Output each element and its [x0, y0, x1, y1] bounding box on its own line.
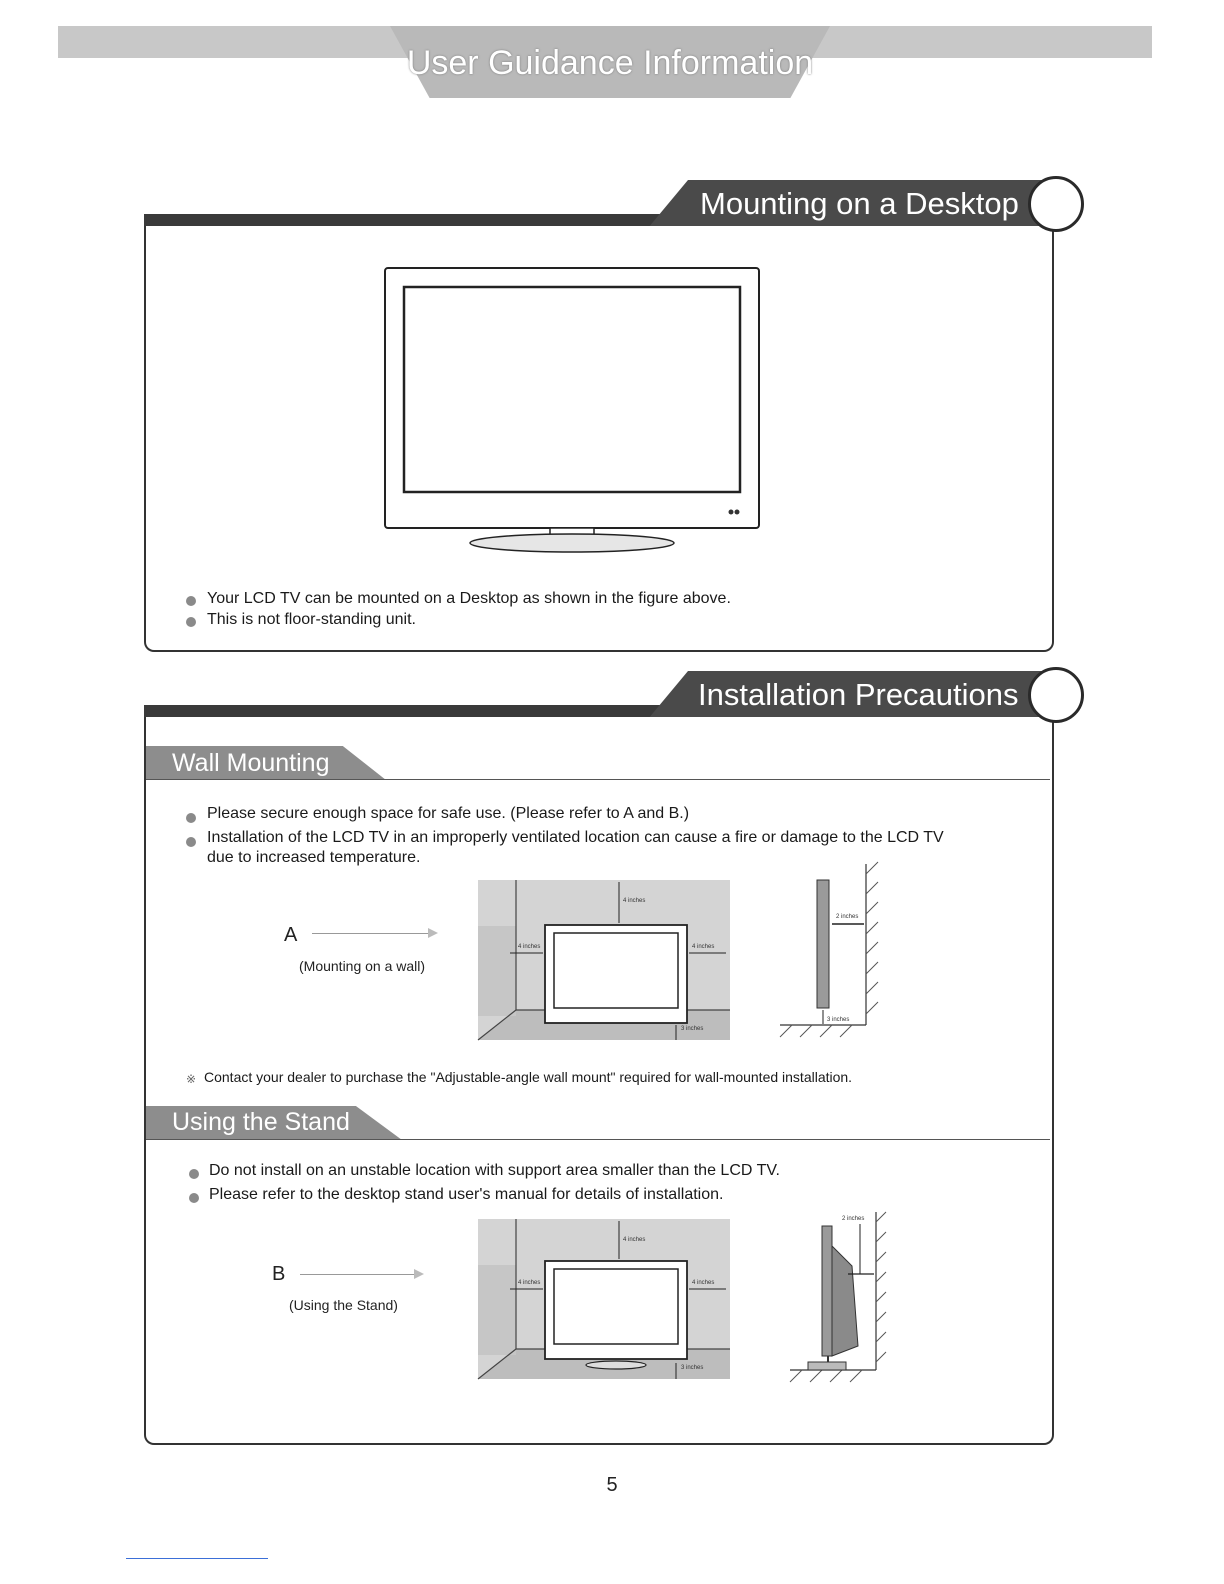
tv-side-profile	[822, 1226, 832, 1356]
dim-side-top: 2 inches	[842, 1216, 865, 1222]
stand-front-illustration	[476, 1217, 732, 1383]
tv-screen	[554, 1269, 678, 1344]
tv-screen	[554, 933, 678, 1008]
dim-left: 4 inches	[518, 944, 541, 950]
label-a-arrow-line	[312, 933, 428, 934]
wall-bullet-1: Please secure enough space for safe use. (Please refer to A and B.)	[207, 805, 690, 822]
desktop-panel-title: Mounting on a Desktop	[700, 186, 1019, 221]
dim-bottom: 3 inches	[681, 1026, 704, 1032]
dim-side-bottom: 3 inches	[827, 1017, 850, 1023]
using-stand-divider	[146, 1139, 1050, 1140]
note-asterisk-icon: ※	[186, 1072, 197, 1086]
bullet-icon	[186, 596, 196, 606]
page-number: 5	[606, 1474, 618, 1496]
wall-mount-note: Contact your dealer to purchase the "Adjustable-angle wall mount" required for wall-mounted installation.	[204, 1069, 853, 1085]
desktop-panel-circle	[1028, 176, 1084, 232]
bullet-icon	[189, 1169, 199, 1179]
wall-mounting-divider	[146, 779, 1050, 780]
room-left-wall	[478, 926, 516, 1016]
wall-mounting-title: Wall Mounting	[172, 749, 330, 777]
bullet-icon	[186, 813, 196, 823]
dim-top: 4 inches	[623, 1237, 646, 1243]
dim-top: 4 inches	[623, 898, 646, 904]
arrow-right-icon	[428, 928, 438, 938]
desktop-bullet-2: This is not floor-standing unit.	[207, 611, 416, 628]
bullet-icon	[189, 1193, 199, 1203]
tv-power-light	[735, 510, 740, 515]
dim-right: 4 inches	[692, 1280, 715, 1286]
dim-left: 4 inches	[518, 1280, 541, 1286]
desktop-tv-illustration	[370, 262, 770, 562]
stand-bracket	[832, 1246, 858, 1356]
bullet-icon	[186, 837, 196, 847]
bullet-icon	[186, 617, 196, 627]
tv-stand-base	[470, 534, 674, 552]
tv-side-profile	[817, 880, 829, 1008]
tv-indicator-light	[729, 510, 734, 515]
label-b-letter: B	[272, 1263, 286, 1285]
dim-side-top: 2 inches	[836, 914, 859, 920]
wall-bullet-2: Installation of the LCD TV in an improperly ventilated location can cause a fire or damage to the LCD TV	[207, 829, 944, 846]
wall-mount-side-illustration	[770, 860, 890, 1050]
label-b-caption: (Using the Stand)	[289, 1297, 398, 1313]
stand-bullet-2: Please refer to the desktop stand user's manual for details of installation.	[209, 1186, 724, 1203]
label-a-caption: (Mounting on a wall)	[299, 958, 426, 974]
tv-screen	[404, 287, 740, 492]
arrow-right-icon	[414, 1269, 424, 1279]
precautions-panel-title: Installation Precautions	[698, 677, 1019, 712]
stand-side-illustration	[780, 1206, 890, 1390]
desktop-bullet-1: Your LCD TV can be mounted on a Desktop as shown in the figure above.	[207, 590, 731, 607]
bottom-rule	[126, 1558, 268, 1559]
wall-bullet-2-cont: due to increased temperature.	[207, 849, 421, 866]
label-b-arrow-line	[300, 1274, 414, 1275]
tv-stand-base	[586, 1361, 646, 1369]
room-left-wall	[478, 1265, 516, 1355]
dim-right: 4 inches	[692, 944, 715, 950]
dim-bottom: 3 inches	[681, 1365, 704, 1371]
page-header-title: User Guidance Information	[406, 44, 814, 82]
wall-mount-front-illustration	[476, 878, 732, 1044]
stand-foot	[808, 1362, 846, 1370]
using-stand-title: Using the Stand	[172, 1108, 350, 1136]
label-a-letter: A	[284, 924, 298, 946]
stand-bullet-1: Do not install on an unstable location with support area smaller than the LCD TV.	[209, 1162, 780, 1179]
precautions-panel-circle	[1028, 667, 1084, 723]
